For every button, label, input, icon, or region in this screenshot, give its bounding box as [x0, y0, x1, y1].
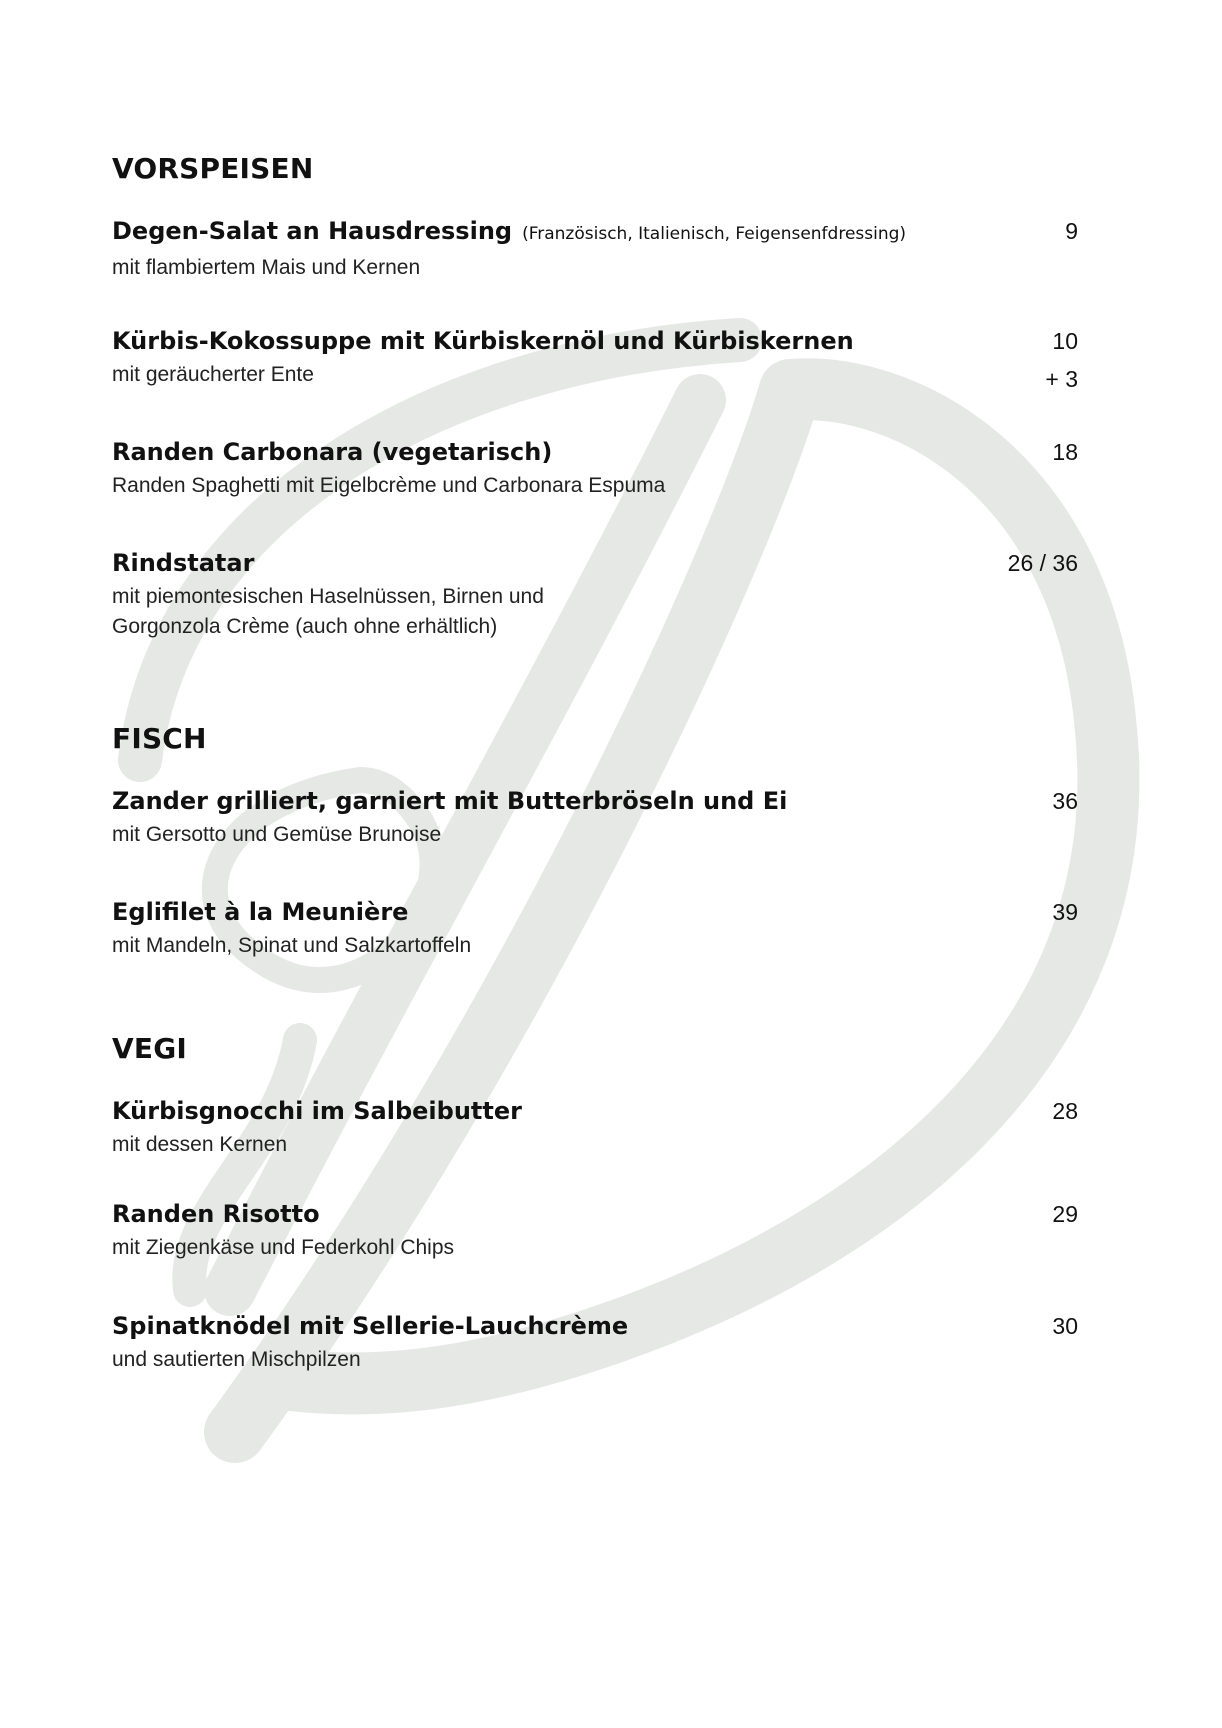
item-description: mit Ziegenkäse und Federkohl Chips [112, 1236, 455, 1259]
item-name: Zander grilliert, garniert mit Butterbröseln und Ei [112, 787, 788, 815]
menu-item [112, 1199, 1078, 1263]
menu-item [112, 548, 1078, 642]
item-name: Rindstatar [112, 549, 255, 577]
item-name: Degen-Salat an Hausdressing [112, 217, 513, 245]
item-description: mit flambiertem Mais und Kernen [112, 256, 421, 279]
item-description: mit Mandeln, Spinat und Salzkartoffeln [112, 934, 472, 957]
menu-item [112, 1311, 1078, 1375]
item-description-line-2: Gorgonzola Crème (auch ohne erhältlich) [112, 615, 498, 638]
item-description: mit dessen Kernen [112, 1133, 288, 1156]
item-price: 36 [1052, 788, 1078, 814]
section-title-fisch: FISCH [112, 722, 207, 755]
item-name: Randen Carbonara (vegetarisch) [112, 438, 553, 466]
menu-item [112, 1096, 1078, 1160]
item-description: und sautierten Mischpilzen [112, 1348, 361, 1371]
item-price: 26 / 36 [1007, 550, 1078, 576]
item-name: Randen Risotto [112, 1200, 320, 1228]
item-price: 39 [1052, 899, 1078, 925]
item-price: 9 [1065, 218, 1078, 244]
item-name: Spinatknödel mit Sellerie-Lauchcrème [112, 1312, 629, 1340]
item-name: Egliﬁlet à la Meunière [112, 898, 409, 926]
item-name: Kürbisgnocchi im Salbeibutter [112, 1097, 522, 1125]
item-name: Kürbis-Kokossuppe mit Kürbiskernöl und Kürbiskernen [112, 327, 854, 355]
item-price: 29 [1052, 1201, 1078, 1227]
section-title-vorspeisen: VORSPEISEN [112, 152, 314, 185]
item-price: 28 [1052, 1098, 1078, 1124]
menu-item [112, 897, 1078, 961]
item-description: mit piemontesischen Haselnüssen, Birnen und [112, 585, 544, 608]
menu-item [112, 786, 1078, 850]
item-price: 18 [1052, 439, 1078, 465]
item-description: mit Gersotto und Gemüse Brunoise [112, 823, 442, 846]
menu-item [112, 326, 1078, 390]
item-description: mit geräucherter Ente [112, 363, 314, 386]
item-price-extra: + 3 [1045, 366, 1078, 392]
item-note: (Französisch, Italienisch, Feigensenfdressing) [522, 224, 907, 244]
section-title-vegi: VEGI [112, 1032, 187, 1065]
item-description: Randen Spaghetti mit Eigelbcrème und Carbonara Espuma [112, 474, 666, 497]
menu-item [112, 216, 1078, 283]
item-price: 10 [1052, 328, 1078, 354]
item-price: 30 [1052, 1313, 1078, 1339]
menu-item [112, 437, 1078, 501]
